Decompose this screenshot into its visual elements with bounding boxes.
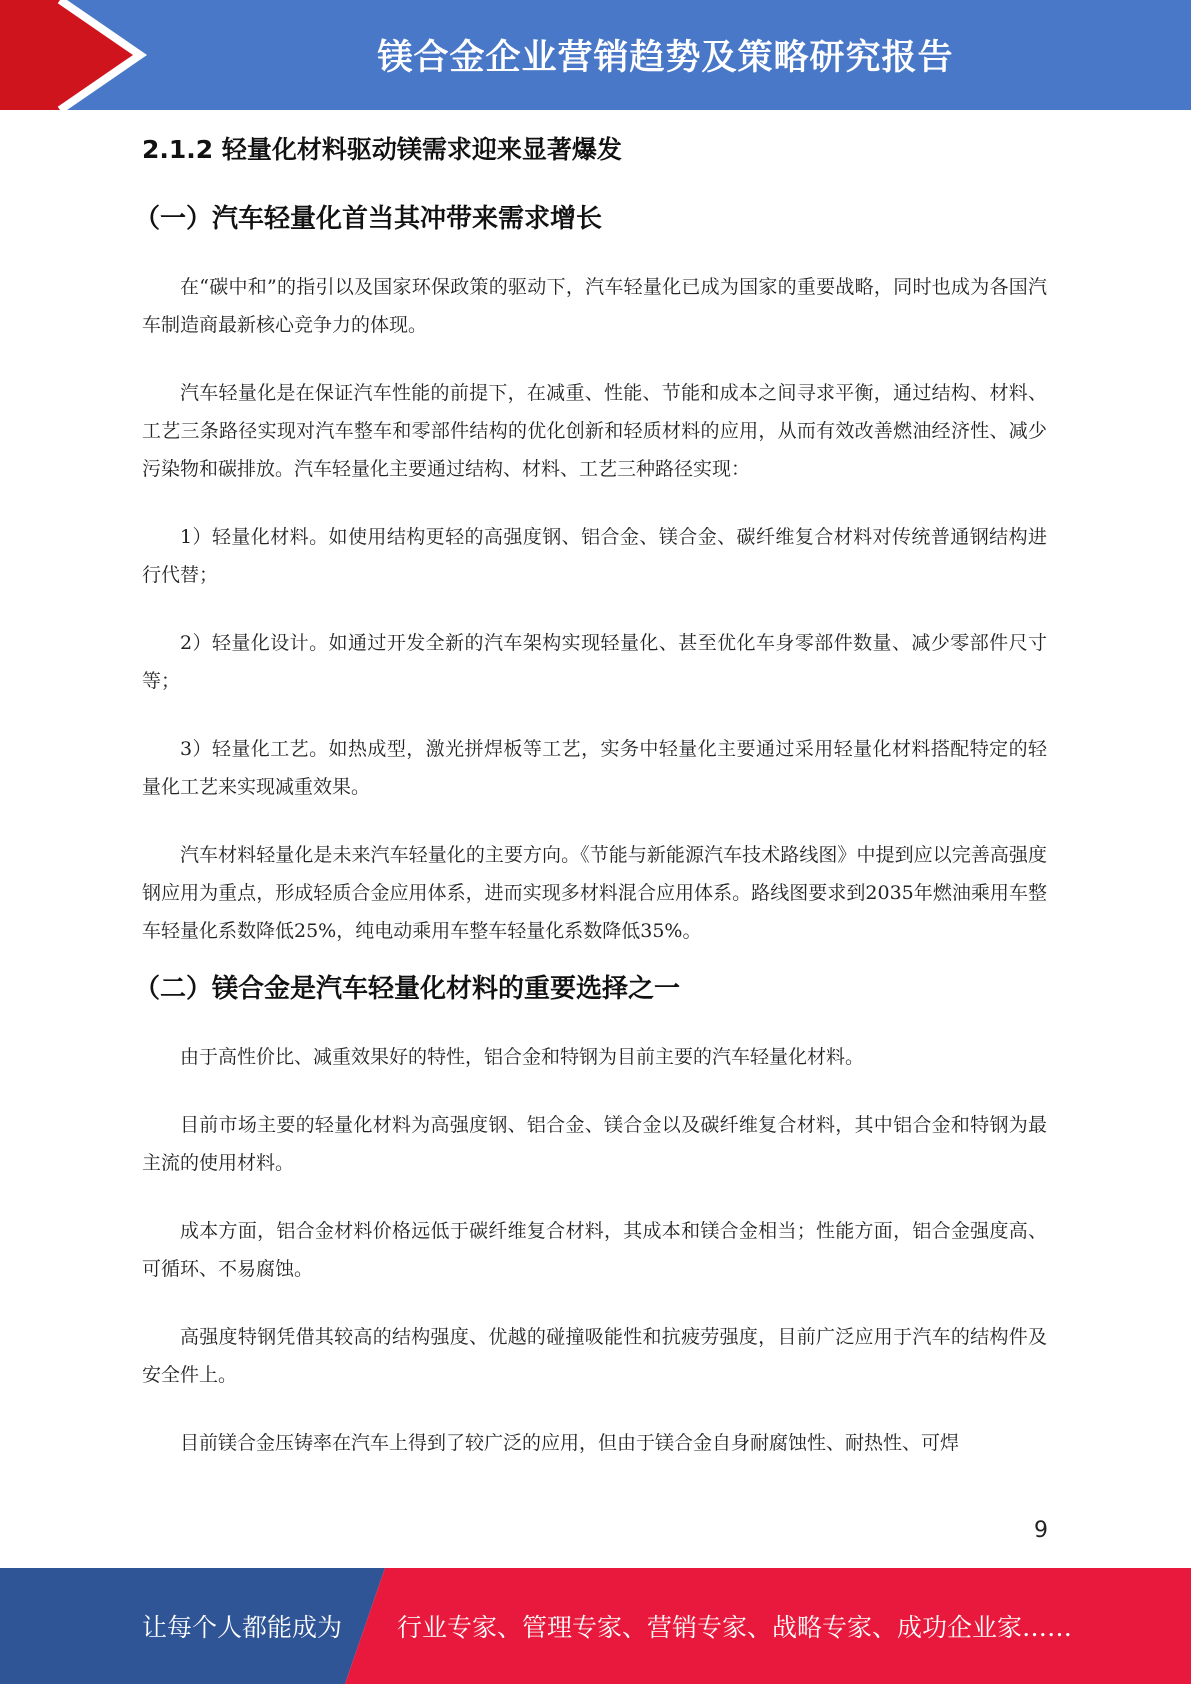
subsection-heading-1: （一）汽车轻量化首当其冲带来需求增长: [134, 204, 603, 234]
paragraph: 高强度特钢凭借其较高的结构强度、优越的碰撞吸能性和抗疲劳强度，目前广泛应用于汽车的结构件及安全件上。: [142, 1326, 1047, 1386]
footer-slogan-left: 让每个人都能成为: [142, 1613, 343, 1642]
footer-slogan-right: 行业专家、管理专家、营销专家、战略专家、成功企业家……: [397, 1613, 1073, 1642]
page-footer: [0, 1568, 1191, 1684]
paragraph: 目前镁合金压铸率在汽车上得到了较广泛的应用，但由于镁合金自身耐腐蚀性、耐热性、可焊: [180, 1432, 960, 1454]
paragraph: 3）轻量化工艺。如热成型，激光拼焊板等工艺，实务中轻量化主要通过采用轻量化材料搭配特定的轻量化工艺来实现减重效果。: [142, 738, 1047, 798]
paragraph: 汽车轻量化是在保证汽车性能的前提下，在减重、性能、节能和成本之间寻求平衡，通过结构、材料、工艺三条路径实现对汽车整车和零部件结构的优化创新和轻质材料的应用，从而有效改善燃油经济性、减少污染物和碳排放。汽车轻量化主要通过结构、材料、工艺三种路径实现：: [142, 382, 1047, 480]
paragraph: 汽车材料轻量化是未来汽车轻量化的主要方向。《节能与新能源汽车技术路线图》中提到应以完善高强度钢应用为重点，形成轻质合金应用体系，进而实现多材料混合应用体系。路线图要求到2035年燃油乘用车整车轻量化系数降低25%，纯电动乘用车整车轻量化系数降低35%。: [142, 844, 1047, 942]
paragraph: 成本方面，铝合金材料价格远低于碳纤维复合材料，其成本和镁合金相当；性能方面，铝合金强度高、可循环、不易腐蚀。: [142, 1220, 1047, 1280]
page-content: [134, 130, 1047, 1492]
paragraph: 2）轻量化设计。如通过开发全新的汽车架构实现轻量化、甚至优化车身零部件数量、减少零部件尺寸等；: [142, 632, 1047, 692]
paragraph: 目前市场主要的轻量化材料为高强度钢、铝合金、镁合金以及碳纤维复合材料，其中铝合金和特钢为最主流的使用材料。: [142, 1114, 1047, 1174]
report-title: 镁合金企业营销趋势及策略研究报告: [377, 38, 954, 78]
paragraph: 由于高性价比、减重效果好的特性，铝合金和特钢为目前主要的汽车轻量化材料。: [180, 1046, 865, 1068]
page-number: 9: [1034, 1518, 1048, 1543]
page-header: [0, 0, 1191, 110]
paragraph: 在“碳中和”的指引以及国家环保政策的驱动下，汽车轻量化已成为国家的重要战略，同时也成为各国汽车制造商最新核心竞争力的体现。: [142, 276, 1047, 336]
subsection-heading-2: （二）镁合金是汽车轻量化材料的重要选择之一: [134, 974, 681, 1004]
section-heading: 2.1.2 轻量化材料驱动镁需求迎来显著爆发: [142, 135, 622, 164]
paragraph: 1）轻量化材料。如使用结构更轻的高强度钢、铝合金、镁合金、碳纤维复合材料对传统普通钢结构进行代替；: [142, 526, 1047, 586]
